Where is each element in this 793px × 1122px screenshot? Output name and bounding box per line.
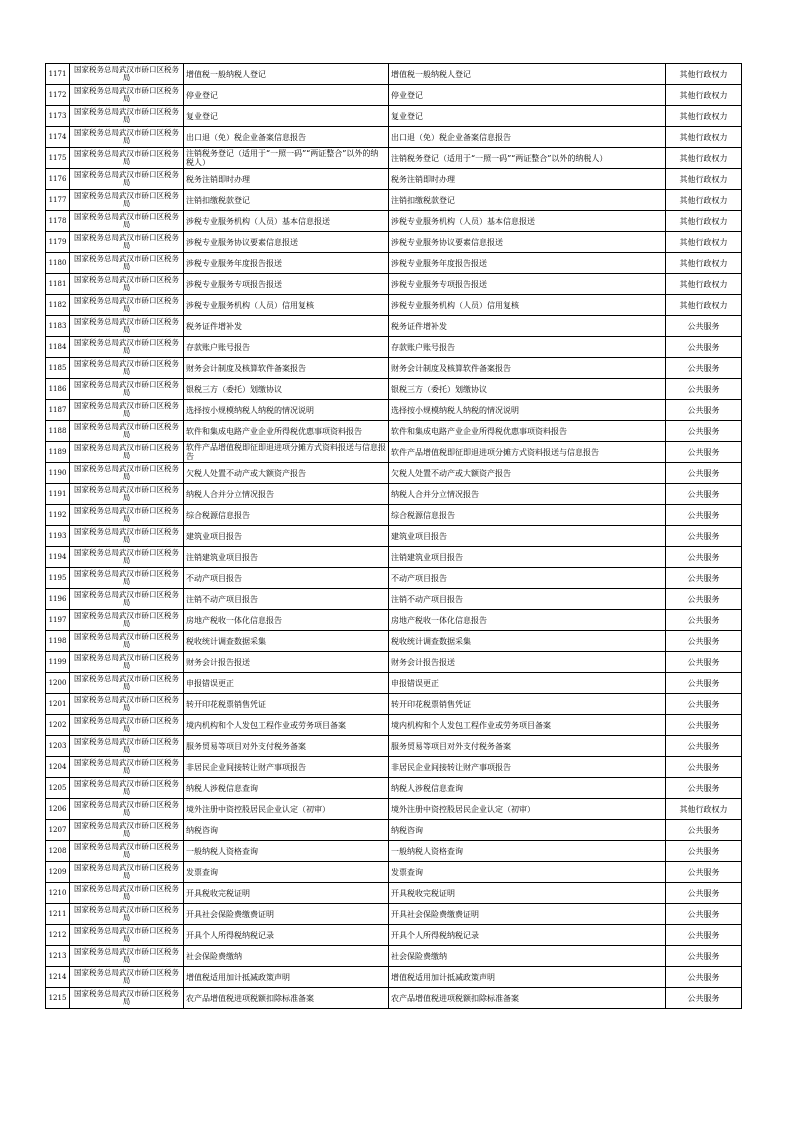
sub-item-name-cell: 注销税务登记（适用于“一照一码”“两证整合”以外的纳税人） bbox=[389, 148, 666, 169]
table-row bbox=[46, 652, 742, 673]
table-row bbox=[46, 442, 742, 463]
row-number-cell: 1196 bbox=[46, 589, 70, 610]
item-name-cell: 选择按小规模纳税人纳税的情况说明 bbox=[184, 400, 389, 421]
power-type-cell: 公共服务 bbox=[666, 526, 742, 547]
row-number-cell: 1174 bbox=[46, 127, 70, 148]
item-name-cell: 开具社会保险费缴费证明 bbox=[184, 904, 389, 925]
department-cell: 国家税务总局武汉市硚口区税务局 bbox=[70, 904, 184, 925]
department-cell: 国家税务总局武汉市硚口区税务局 bbox=[70, 64, 184, 85]
department-cell: 国家税务总局武汉市硚口区税务局 bbox=[70, 883, 184, 904]
table-row bbox=[46, 904, 742, 925]
item-name-cell: 境外注册中资控股居民企业认定（初审） bbox=[184, 799, 389, 820]
department-cell: 国家税务总局武汉市硚口区税务局 bbox=[70, 106, 184, 127]
table-row bbox=[46, 463, 742, 484]
table-body bbox=[46, 64, 742, 1009]
department-cell: 国家税务总局武汉市硚口区税务局 bbox=[70, 232, 184, 253]
row-number-cell: 1190 bbox=[46, 463, 70, 484]
power-type-cell: 其他行政权力 bbox=[666, 169, 742, 190]
sub-item-name-cell: 税务证件增补发 bbox=[389, 316, 666, 337]
sub-item-name-cell: 增值税一般纳税人登记 bbox=[389, 64, 666, 85]
department-cell: 国家税务总局武汉市硚口区税务局 bbox=[70, 925, 184, 946]
row-number-cell: 1179 bbox=[46, 232, 70, 253]
power-type-cell: 公共服务 bbox=[666, 694, 742, 715]
power-type-cell: 公共服务 bbox=[666, 358, 742, 379]
department-cell: 国家税务总局武汉市硚口区税务局 bbox=[70, 484, 184, 505]
item-name-cell: 注销不动产项目报告 bbox=[184, 589, 389, 610]
row-number-cell: 1185 bbox=[46, 358, 70, 379]
sub-item-name-cell: 境内机构和个人发包工程作业或劳务项目备案 bbox=[389, 715, 666, 736]
power-type-cell: 公共服务 bbox=[666, 715, 742, 736]
item-name-cell: 开具税收完税证明 bbox=[184, 883, 389, 904]
sub-item-name-cell: 软件和集成电路产业企业所得税优惠事项资料报告 bbox=[389, 421, 666, 442]
sub-item-name-cell: 纳税人涉税信息查询 bbox=[389, 778, 666, 799]
table-row bbox=[46, 988, 742, 1009]
row-number-cell: 1183 bbox=[46, 316, 70, 337]
power-type-cell: 公共服务 bbox=[666, 379, 742, 400]
department-cell: 国家税务总局武汉市硚口区税务局 bbox=[70, 820, 184, 841]
sub-item-name-cell: 转开印花税票销售凭证 bbox=[389, 694, 666, 715]
power-type-cell: 公共服务 bbox=[666, 841, 742, 862]
item-name-cell: 欠税人处置不动产或大额资产报告 bbox=[184, 463, 389, 484]
table-row bbox=[46, 631, 742, 652]
table-row bbox=[46, 757, 742, 778]
department-cell: 国家税务总局武汉市硚口区税务局 bbox=[70, 610, 184, 631]
department-cell: 国家税务总局武汉市硚口区税务局 bbox=[70, 505, 184, 526]
row-number-cell: 1206 bbox=[46, 799, 70, 820]
row-number-cell: 1171 bbox=[46, 64, 70, 85]
sub-item-name-cell: 农产品增值税进项税额扣除标准备案 bbox=[389, 988, 666, 1009]
power-type-cell: 其他行政权力 bbox=[666, 106, 742, 127]
table-row bbox=[46, 274, 742, 295]
item-name-cell: 综合税源信息报告 bbox=[184, 505, 389, 526]
department-cell: 国家税务总局武汉市硚口区税务局 bbox=[70, 127, 184, 148]
sub-item-name-cell: 出口退（免）税企业备案信息报告 bbox=[389, 127, 666, 148]
sub-item-name-cell: 软件产品增值税即征即退进项分摊方式资料报送与信息报告 bbox=[389, 442, 666, 463]
power-type-cell: 其他行政权力 bbox=[666, 148, 742, 169]
item-name-cell: 注销建筑业项目报告 bbox=[184, 547, 389, 568]
power-type-cell: 其他行政权力 bbox=[666, 127, 742, 148]
department-cell: 国家税务总局武汉市硚口区税务局 bbox=[70, 316, 184, 337]
item-name-cell: 开具个人所得税纳税记录 bbox=[184, 925, 389, 946]
sub-item-name-cell: 非居民企业间接转让财产事项报告 bbox=[389, 757, 666, 778]
row-number-cell: 1173 bbox=[46, 106, 70, 127]
item-name-cell: 存款账户账号报告 bbox=[184, 337, 389, 358]
item-name-cell: 注销扣缴税款登记 bbox=[184, 190, 389, 211]
table-row bbox=[46, 589, 742, 610]
department-cell: 国家税务总局武汉市硚口区税务局 bbox=[70, 946, 184, 967]
sub-item-name-cell: 银税三方（委托）划缴协议 bbox=[389, 379, 666, 400]
department-cell: 国家税务总局武汉市硚口区税务局 bbox=[70, 337, 184, 358]
department-cell: 国家税务总局武汉市硚口区税务局 bbox=[70, 421, 184, 442]
item-name-cell: 出口退（免）税企业备案信息报告 bbox=[184, 127, 389, 148]
row-number-cell: 1212 bbox=[46, 925, 70, 946]
power-type-cell: 公共服务 bbox=[666, 421, 742, 442]
row-number-cell: 1178 bbox=[46, 211, 70, 232]
sub-item-name-cell: 开具个人所得税纳税记录 bbox=[389, 925, 666, 946]
row-number-cell: 1211 bbox=[46, 904, 70, 925]
item-name-cell: 不动产项目报告 bbox=[184, 568, 389, 589]
sub-item-name-cell: 建筑业项目报告 bbox=[389, 526, 666, 547]
table-row bbox=[46, 169, 742, 190]
sub-item-name-cell: 发票查询 bbox=[389, 862, 666, 883]
row-number-cell: 1175 bbox=[46, 148, 70, 169]
department-cell: 国家税务总局武汉市硚口区税务局 bbox=[70, 757, 184, 778]
row-number-cell: 1181 bbox=[46, 274, 70, 295]
power-type-cell: 其他行政权力 bbox=[666, 85, 742, 106]
department-cell: 国家税务总局武汉市硚口区税务局 bbox=[70, 463, 184, 484]
table-row bbox=[46, 85, 742, 106]
item-name-cell: 申报错误更正 bbox=[184, 673, 389, 694]
item-name-cell: 涉税专业服务机构（人员）信用复核 bbox=[184, 295, 389, 316]
item-name-cell: 税收统计调查数据采集 bbox=[184, 631, 389, 652]
table-row bbox=[46, 967, 742, 988]
table-row bbox=[46, 232, 742, 253]
power-type-cell: 公共服务 bbox=[666, 736, 742, 757]
row-number-cell: 1193 bbox=[46, 526, 70, 547]
department-cell: 国家税务总局武汉市硚口区税务局 bbox=[70, 358, 184, 379]
item-name-cell: 财务会计报告报送 bbox=[184, 652, 389, 673]
item-name-cell: 复业登记 bbox=[184, 106, 389, 127]
power-type-cell: 公共服务 bbox=[666, 967, 742, 988]
sub-item-name-cell: 纳税人合并分立情况报告 bbox=[389, 484, 666, 505]
department-cell: 国家税务总局武汉市硚口区税务局 bbox=[70, 190, 184, 211]
power-type-cell: 公共服务 bbox=[666, 316, 742, 337]
table-row bbox=[46, 694, 742, 715]
sub-item-name-cell: 财务会计报告报送 bbox=[389, 652, 666, 673]
power-type-cell: 公共服务 bbox=[666, 862, 742, 883]
sub-item-name-cell: 选择按小规模纳税人纳税的情况说明 bbox=[389, 400, 666, 421]
power-type-cell: 公共服务 bbox=[666, 778, 742, 799]
row-number-cell: 1204 bbox=[46, 757, 70, 778]
department-cell: 国家税务总局武汉市硚口区税务局 bbox=[70, 547, 184, 568]
item-name-cell: 农产品增值税进项税额扣除标准备案 bbox=[184, 988, 389, 1009]
power-type-cell: 其他行政权力 bbox=[666, 190, 742, 211]
table-row bbox=[46, 736, 742, 757]
row-number-cell: 1207 bbox=[46, 820, 70, 841]
table-row bbox=[46, 295, 742, 316]
power-type-cell: 公共服务 bbox=[666, 442, 742, 463]
item-name-cell: 社会保险费缴纳 bbox=[184, 946, 389, 967]
power-type-cell: 公共服务 bbox=[666, 673, 742, 694]
item-name-cell: 建筑业项目报告 bbox=[184, 526, 389, 547]
power-type-cell: 其他行政权力 bbox=[666, 295, 742, 316]
table-row bbox=[46, 64, 742, 85]
row-number-cell: 1184 bbox=[46, 337, 70, 358]
table-row bbox=[46, 946, 742, 967]
table-row bbox=[46, 400, 742, 421]
row-number-cell: 1201 bbox=[46, 694, 70, 715]
power-type-cell: 公共服务 bbox=[666, 631, 742, 652]
table-row bbox=[46, 925, 742, 946]
department-cell: 国家税务总局武汉市硚口区税务局 bbox=[70, 568, 184, 589]
table-row bbox=[46, 547, 742, 568]
item-name-cell: 税务注销即时办理 bbox=[184, 169, 389, 190]
sub-item-name-cell: 注销建筑业项目报告 bbox=[389, 547, 666, 568]
row-number-cell: 1213 bbox=[46, 946, 70, 967]
item-name-cell: 非居民企业间接转让财产事项报告 bbox=[184, 757, 389, 778]
row-number-cell: 1198 bbox=[46, 631, 70, 652]
table-row bbox=[46, 484, 742, 505]
table-row bbox=[46, 673, 742, 694]
item-name-cell: 涉税专业服务机构（人员）基本信息报送 bbox=[184, 211, 389, 232]
sub-item-name-cell: 财务会计制度及核算软件备案报告 bbox=[389, 358, 666, 379]
item-name-cell: 纳税人合并分立情况报告 bbox=[184, 484, 389, 505]
department-cell: 国家税务总局武汉市硚口区税务局 bbox=[70, 694, 184, 715]
item-name-cell: 涉税专业服务年度报告报送 bbox=[184, 253, 389, 274]
department-cell: 国家税务总局武汉市硚口区税务局 bbox=[70, 274, 184, 295]
table-row bbox=[46, 778, 742, 799]
power-type-cell: 公共服务 bbox=[666, 988, 742, 1009]
table-row bbox=[46, 337, 742, 358]
department-cell: 国家税务总局武汉市硚口区税务局 bbox=[70, 211, 184, 232]
item-name-cell: 增值税一般纳税人登记 bbox=[184, 64, 389, 85]
department-cell: 国家税务总局武汉市硚口区税务局 bbox=[70, 169, 184, 190]
row-number-cell: 1200 bbox=[46, 673, 70, 694]
item-name-cell: 转开印花税票销售凭证 bbox=[184, 694, 389, 715]
department-cell: 国家税务总局武汉市硚口区税务局 bbox=[70, 400, 184, 421]
power-type-cell: 公共服务 bbox=[666, 463, 742, 484]
table-row bbox=[46, 190, 742, 211]
power-type-cell: 其他行政权力 bbox=[666, 253, 742, 274]
power-type-cell: 公共服务 bbox=[666, 484, 742, 505]
item-name-cell: 软件产品增值税即征即退进项分摊方式资料报送与信息报告 bbox=[184, 442, 389, 463]
sub-item-name-cell: 涉税专业服务专项报告报送 bbox=[389, 274, 666, 295]
sub-item-name-cell: 涉税专业服务机构（人员）信用复核 bbox=[389, 295, 666, 316]
row-number-cell: 1192 bbox=[46, 505, 70, 526]
item-name-cell: 增值税适用加计抵减政策声明 bbox=[184, 967, 389, 988]
item-name-cell: 注销税务登记（适用于“一照一码”“两证整合”以外的纳税人） bbox=[184, 148, 389, 169]
sub-item-name-cell: 涉税专业服务年度报告报送 bbox=[389, 253, 666, 274]
sub-item-name-cell: 税收统计调查数据采集 bbox=[389, 631, 666, 652]
row-number-cell: 1177 bbox=[46, 190, 70, 211]
item-name-cell: 服务贸易等项目对外支付税务备案 bbox=[184, 736, 389, 757]
department-cell: 国家税务总局武汉市硚口区税务局 bbox=[70, 589, 184, 610]
item-name-cell: 一般纳税人资格查询 bbox=[184, 841, 389, 862]
department-cell: 国家税务总局武汉市硚口区税务局 bbox=[70, 379, 184, 400]
row-number-cell: 1187 bbox=[46, 400, 70, 421]
table-row bbox=[46, 799, 742, 820]
power-type-cell: 公共服务 bbox=[666, 337, 742, 358]
row-number-cell: 1214 bbox=[46, 967, 70, 988]
row-number-cell: 1186 bbox=[46, 379, 70, 400]
table-row bbox=[46, 379, 742, 400]
item-name-cell: 纳税人涉税信息查询 bbox=[184, 778, 389, 799]
item-name-cell: 房地产税收一体化信息报告 bbox=[184, 610, 389, 631]
row-number-cell: 1208 bbox=[46, 841, 70, 862]
power-type-cell: 公共服务 bbox=[666, 505, 742, 526]
table-row bbox=[46, 316, 742, 337]
table-row bbox=[46, 253, 742, 274]
row-number-cell: 1182 bbox=[46, 295, 70, 316]
power-type-cell: 公共服务 bbox=[666, 904, 742, 925]
row-number-cell: 1205 bbox=[46, 778, 70, 799]
department-cell: 国家税务总局武汉市硚口区税务局 bbox=[70, 715, 184, 736]
department-cell: 国家税务总局武汉市硚口区税务局 bbox=[70, 526, 184, 547]
department-cell: 国家税务总局武汉市硚口区税务局 bbox=[70, 841, 184, 862]
sub-item-name-cell: 境外注册中资控股居民企业认定（初审） bbox=[389, 799, 666, 820]
department-cell: 国家税务总局武汉市硚口区税务局 bbox=[70, 442, 184, 463]
department-cell: 国家税务总局武汉市硚口区税务局 bbox=[70, 967, 184, 988]
sub-item-name-cell: 欠税人处置不动产或大额资产报告 bbox=[389, 463, 666, 484]
power-type-cell: 公共服务 bbox=[666, 820, 742, 841]
item-name-cell: 境内机构和个人发包工程作业或劳务项目备案 bbox=[184, 715, 389, 736]
table-row bbox=[46, 211, 742, 232]
department-cell: 国家税务总局武汉市硚口区税务局 bbox=[70, 778, 184, 799]
power-type-cell: 其他行政权力 bbox=[666, 64, 742, 85]
department-cell: 国家税务总局武汉市硚口区税务局 bbox=[70, 988, 184, 1009]
item-name-cell: 软件和集成电路产业企业所得税优惠事项资料报告 bbox=[184, 421, 389, 442]
sub-item-name-cell: 申报错误更正 bbox=[389, 673, 666, 694]
sub-item-name-cell: 一般纳税人资格查询 bbox=[389, 841, 666, 862]
department-cell: 国家税务总局武汉市硚口区税务局 bbox=[70, 253, 184, 274]
department-cell: 国家税务总局武汉市硚口区税务局 bbox=[70, 652, 184, 673]
table-row bbox=[46, 526, 742, 547]
power-type-cell: 其他行政权力 bbox=[666, 211, 742, 232]
sub-item-name-cell: 存款账户账号报告 bbox=[389, 337, 666, 358]
row-number-cell: 1203 bbox=[46, 736, 70, 757]
table-row bbox=[46, 148, 742, 169]
power-type-cell: 公共服务 bbox=[666, 757, 742, 778]
power-type-cell: 公共服务 bbox=[666, 400, 742, 421]
sub-item-name-cell: 税务注销即时办理 bbox=[389, 169, 666, 190]
department-cell: 国家税务总局武汉市硚口区税务局 bbox=[70, 148, 184, 169]
row-number-cell: 1199 bbox=[46, 652, 70, 673]
table-row bbox=[46, 127, 742, 148]
table-row bbox=[46, 358, 742, 379]
sub-item-name-cell: 注销扣缴税款登记 bbox=[389, 190, 666, 211]
department-cell: 国家税务总局武汉市硚口区税务局 bbox=[70, 673, 184, 694]
department-cell: 国家税务总局武汉市硚口区税务局 bbox=[70, 799, 184, 820]
sub-item-name-cell: 社会保险费缴纳 bbox=[389, 946, 666, 967]
department-cell: 国家税务总局武汉市硚口区税务局 bbox=[70, 295, 184, 316]
sub-item-name-cell: 综合税源信息报告 bbox=[389, 505, 666, 526]
item-name-cell: 停业登记 bbox=[184, 85, 389, 106]
sub-item-name-cell: 增值税适用加计抵减政策声明 bbox=[389, 967, 666, 988]
table-row bbox=[46, 505, 742, 526]
table-row bbox=[46, 862, 742, 883]
row-number-cell: 1215 bbox=[46, 988, 70, 1009]
department-cell: 国家税务总局武汉市硚口区税务局 bbox=[70, 736, 184, 757]
sub-item-name-cell: 房地产税收一体化信息报告 bbox=[389, 610, 666, 631]
row-number-cell: 1191 bbox=[46, 484, 70, 505]
sub-item-name-cell: 注销不动产项目报告 bbox=[389, 589, 666, 610]
table-row bbox=[46, 820, 742, 841]
sub-item-name-cell: 开具税收完税证明 bbox=[389, 883, 666, 904]
power-type-cell: 其他行政权力 bbox=[666, 799, 742, 820]
power-type-cell: 公共服务 bbox=[666, 946, 742, 967]
table-row bbox=[46, 883, 742, 904]
item-name-cell: 税务证件增补发 bbox=[184, 316, 389, 337]
row-number-cell: 1172 bbox=[46, 85, 70, 106]
power-list-table bbox=[45, 63, 742, 1009]
sub-item-name-cell: 开具社会保险费缴费证明 bbox=[389, 904, 666, 925]
item-name-cell: 涉税专业服务协议要素信息报送 bbox=[184, 232, 389, 253]
sub-item-name-cell: 涉税专业服务协议要素信息报送 bbox=[389, 232, 666, 253]
sub-item-name-cell: 服务贸易等项目对外支付税务备案 bbox=[389, 736, 666, 757]
row-number-cell: 1195 bbox=[46, 568, 70, 589]
power-type-cell: 公共服务 bbox=[666, 568, 742, 589]
sub-item-name-cell: 停业登记 bbox=[389, 85, 666, 106]
item-name-cell: 发票查询 bbox=[184, 862, 389, 883]
power-type-cell: 公共服务 bbox=[666, 610, 742, 631]
table-row bbox=[46, 715, 742, 736]
item-name-cell: 涉税专业服务专项报告报送 bbox=[184, 274, 389, 295]
sub-item-name-cell: 不动产项目报告 bbox=[389, 568, 666, 589]
row-number-cell: 1194 bbox=[46, 547, 70, 568]
power-type-cell: 公共服务 bbox=[666, 925, 742, 946]
table-row bbox=[46, 106, 742, 127]
power-type-cell: 公共服务 bbox=[666, 883, 742, 904]
row-number-cell: 1189 bbox=[46, 442, 70, 463]
power-type-cell: 其他行政权力 bbox=[666, 274, 742, 295]
department-cell: 国家税务总局武汉市硚口区税务局 bbox=[70, 862, 184, 883]
item-name-cell: 财务会计制度及核算软件备案报告 bbox=[184, 358, 389, 379]
sub-item-name-cell: 复业登记 bbox=[389, 106, 666, 127]
power-type-cell: 公共服务 bbox=[666, 589, 742, 610]
row-number-cell: 1210 bbox=[46, 883, 70, 904]
row-number-cell: 1176 bbox=[46, 169, 70, 190]
power-type-cell: 其他行政权力 bbox=[666, 232, 742, 253]
item-name-cell: 纳税咨询 bbox=[184, 820, 389, 841]
table-row bbox=[46, 421, 742, 442]
sub-item-name-cell: 纳税咨询 bbox=[389, 820, 666, 841]
row-number-cell: 1202 bbox=[46, 715, 70, 736]
item-name-cell: 银税三方（委托）划缴协议 bbox=[184, 379, 389, 400]
row-number-cell: 1188 bbox=[46, 421, 70, 442]
table-row bbox=[46, 841, 742, 862]
table-row bbox=[46, 568, 742, 589]
table-row bbox=[46, 610, 742, 631]
row-number-cell: 1197 bbox=[46, 610, 70, 631]
power-type-cell: 公共服务 bbox=[666, 652, 742, 673]
sub-item-name-cell: 涉税专业服务机构（人员）基本信息报送 bbox=[389, 211, 666, 232]
department-cell: 国家税务总局武汉市硚口区税务局 bbox=[70, 631, 184, 652]
power-type-cell: 公共服务 bbox=[666, 547, 742, 568]
row-number-cell: 1180 bbox=[46, 253, 70, 274]
department-cell: 国家税务总局武汉市硚口区税务局 bbox=[70, 85, 184, 106]
row-number-cell: 1209 bbox=[46, 862, 70, 883]
